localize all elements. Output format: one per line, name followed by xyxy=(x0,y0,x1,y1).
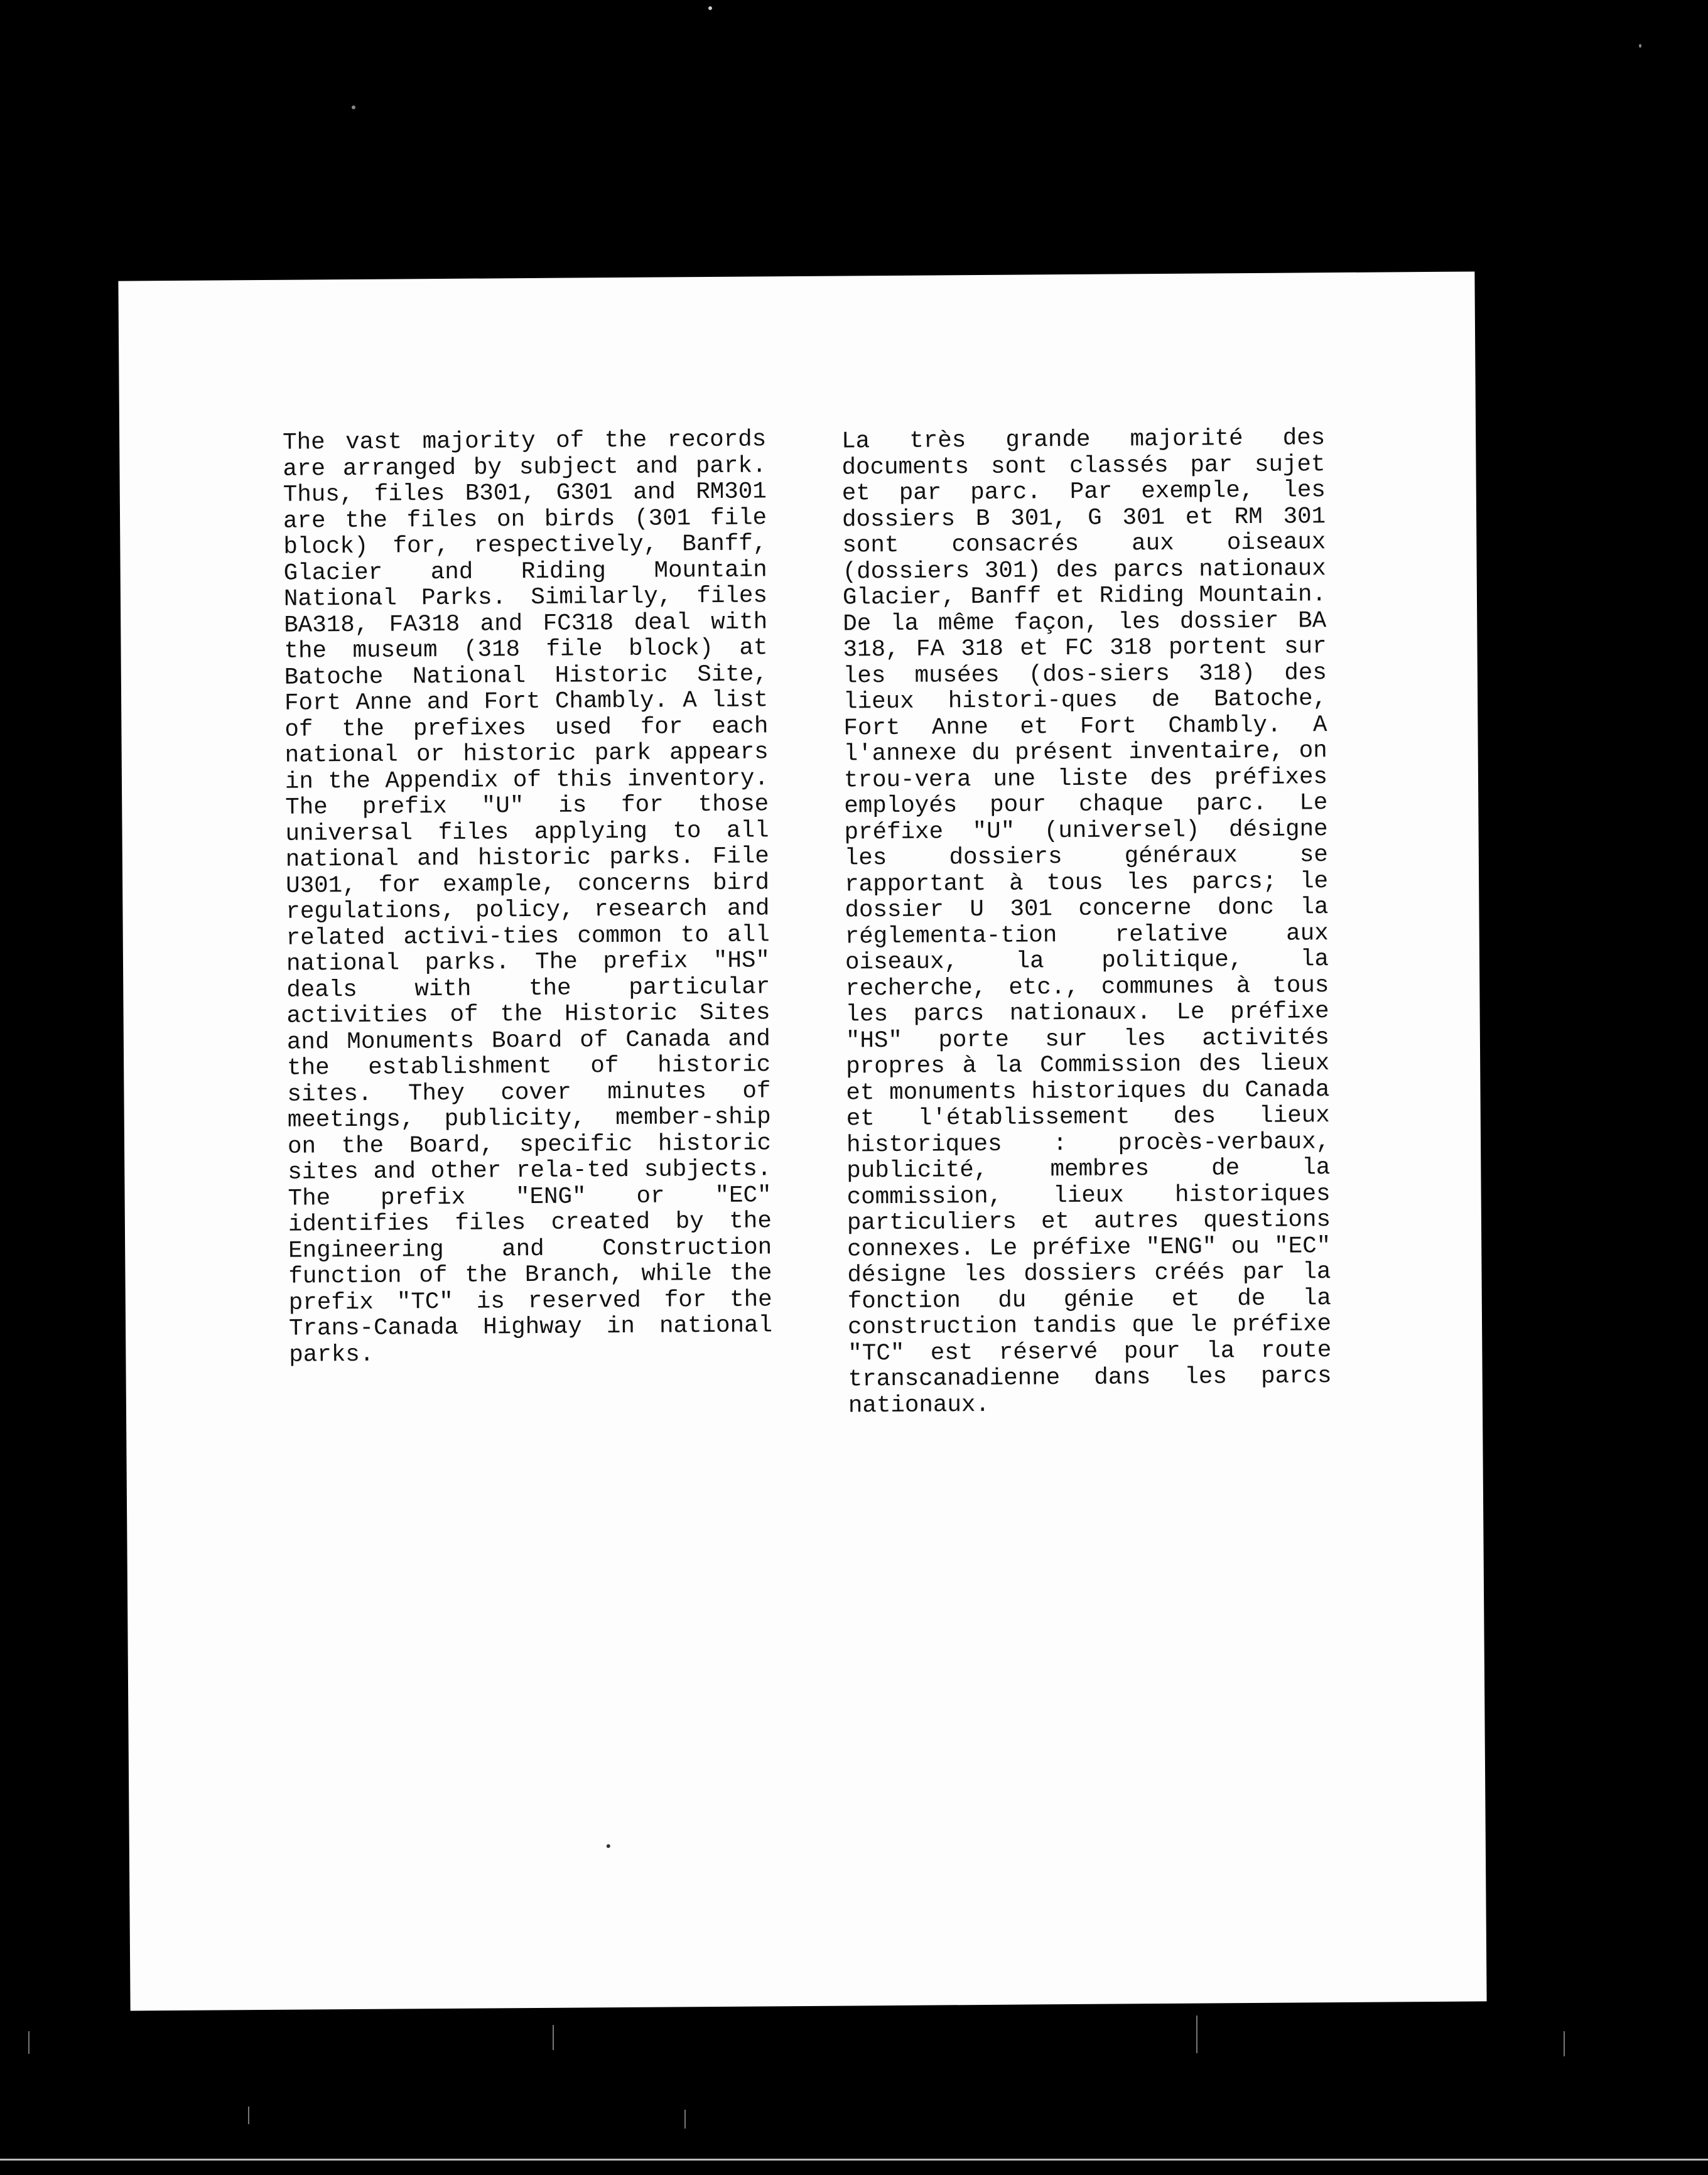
document-page xyxy=(118,271,1486,2010)
dust-streak xyxy=(28,2031,30,2054)
dust-speck xyxy=(708,6,712,10)
speck xyxy=(607,1844,610,1848)
dust-speck xyxy=(1639,44,1641,48)
dust-streak xyxy=(1564,2031,1565,2056)
scan-line xyxy=(0,2159,1708,2161)
dust-streak xyxy=(684,2110,686,2129)
dust-streak xyxy=(1196,2016,1197,2053)
dust-streak xyxy=(553,2025,554,2050)
dust-streak xyxy=(248,2107,249,2124)
french-column: La très grande majorité des documents sont classés par sujet et par parc. Par exemple, les dossiers B 301, G 301 et RM 301 sont consacrés aux oiseaux (dossiers 301) des parcs nationaux Glacier, Banff et Riding Mountain. De la même façon, les dossier BA 318, FA 318 et FC 318 portent sur les musées (dos-siers 318) des lieux histori-ques de Batoche, Fort Anne et Fort Chambly. A l'annexe du présent inventaire, on trou-vera une liste des préfixes employés pour chaque parc. Le préfixe "U" (universel) désigne les dossiers généraux se rapportant à tous les parcs; le dossier U 301 concerne donc la réglementa-tion relative aux oiseaux, la politique, la recherche, etc., communes à tous les parcs nationaux. Le préfixe "HS" porte sur les activités propres à la Commission des lieux et monuments historiques du Canada et l'établissement des lieux historiques : procès-verbaux, publicité, membres de la commission, lieux historiques particuliers et autres questions connexes. Le préfixe "ENG" ou "EC" désigne les dossiers créés par la fonction du génie et de la construction tandis que le préfixe "TC" est réservé pour la route transcanadienne dans les parcs nationaux. xyxy=(841,425,1332,1420)
dust-speck xyxy=(352,105,355,109)
english-column: The vast majority of the records are arranged by subject and park. Thus, files B301, G301 and RM301 are the files on birds (301 file block) for, respectively, Banff, Glacier and Riding Mountain National Parks. Similarly, files BA318, FA318 and FC318 deal with the museum (318 file block) at Batoche National Historic Site, Fort Anne and Fort Chambly. A list of the prefixes used for each national or historic park appears in the Appendix of this inventory. The prefix "U" is for those universal files applying to all national and historic parks. File U301, for example, concerns bird regulations, policy, research and related activi-ties common to all national parks. The prefix "HS" deals with the particular activities of the Historic Sites and Monuments Board of Canada and the establishment of historic sites. They cover minutes of meetings, publicity, member-ship on the Board, specific historic sites and other rela-ted subjects. The prefix "ENG" or "EC" identifies files created by the Engineering and Construction function of the Branch, while the prefix "TC" is reserved for the Trans-Canada Highway in national parks. xyxy=(283,426,773,1369)
